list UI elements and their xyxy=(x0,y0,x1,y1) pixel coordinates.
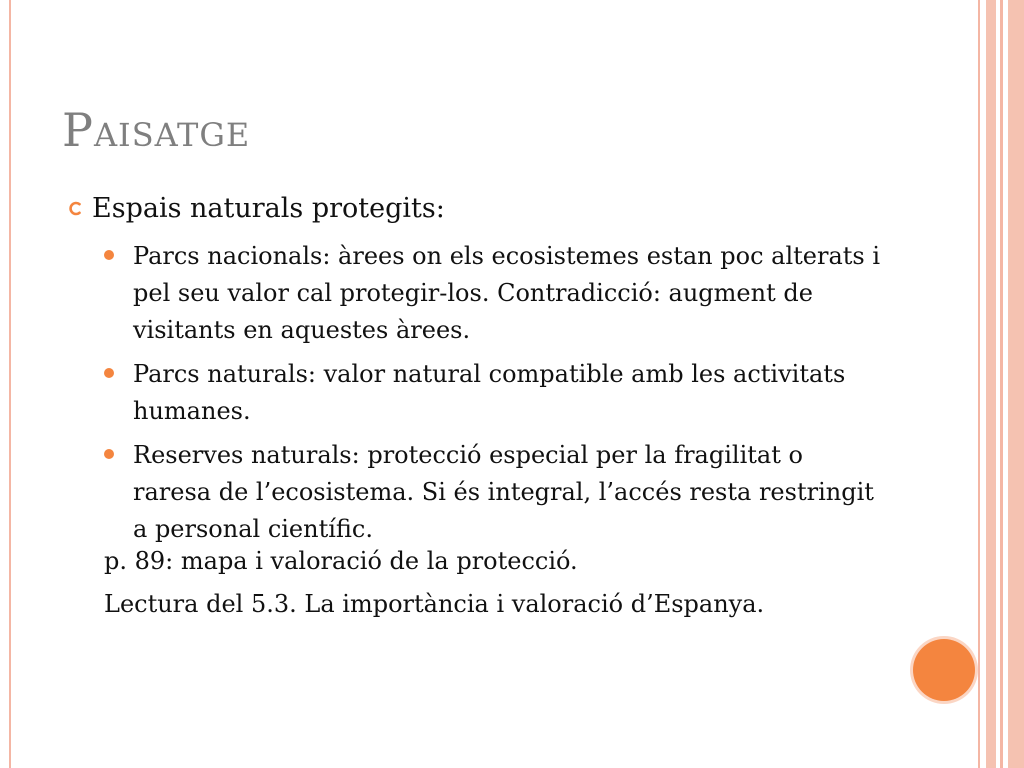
right-stripe xyxy=(1000,0,1003,768)
level1-text: Espais naturals protegits: xyxy=(92,193,445,224)
bullet-dot-icon xyxy=(104,368,114,378)
right-stripe xyxy=(1008,0,1024,768)
bullet-dot-icon xyxy=(104,449,114,459)
bullet-dot-icon xyxy=(104,250,114,260)
text-line: p. 89: mapa i valoració de la protecció. xyxy=(104,547,578,575)
list-item xyxy=(104,238,904,349)
orange-c-bullet-icon xyxy=(68,201,83,216)
list-item-text: Parcs nacionals: àrees on els ecosistemes estan poc alterats i pel seu valor cal protegir-los. Contradicció: augment de visitants en aquestes àrees. xyxy=(133,242,881,344)
decorative-circle xyxy=(913,639,975,701)
list-item xyxy=(104,356,904,430)
right-stripe xyxy=(986,0,996,768)
slide-title: Paisatge xyxy=(62,103,251,157)
right-stripe xyxy=(978,0,980,768)
list-item xyxy=(104,437,904,548)
level1-bullet xyxy=(68,190,445,228)
bullet-list xyxy=(104,238,904,555)
left-border-line xyxy=(9,0,11,768)
text-line: Lectura del 5.3. La importància i valoració d’Espanya. xyxy=(104,590,765,618)
list-item-text: Reserves naturals: protecció especial per la fragilitat o raresa de l’ecosistema. Si és integral, l’accés resta restringit a personal científic. xyxy=(133,441,874,543)
list-item-text: Parcs naturals: valor natural compatible amb les activitats humanes. xyxy=(133,360,846,425)
